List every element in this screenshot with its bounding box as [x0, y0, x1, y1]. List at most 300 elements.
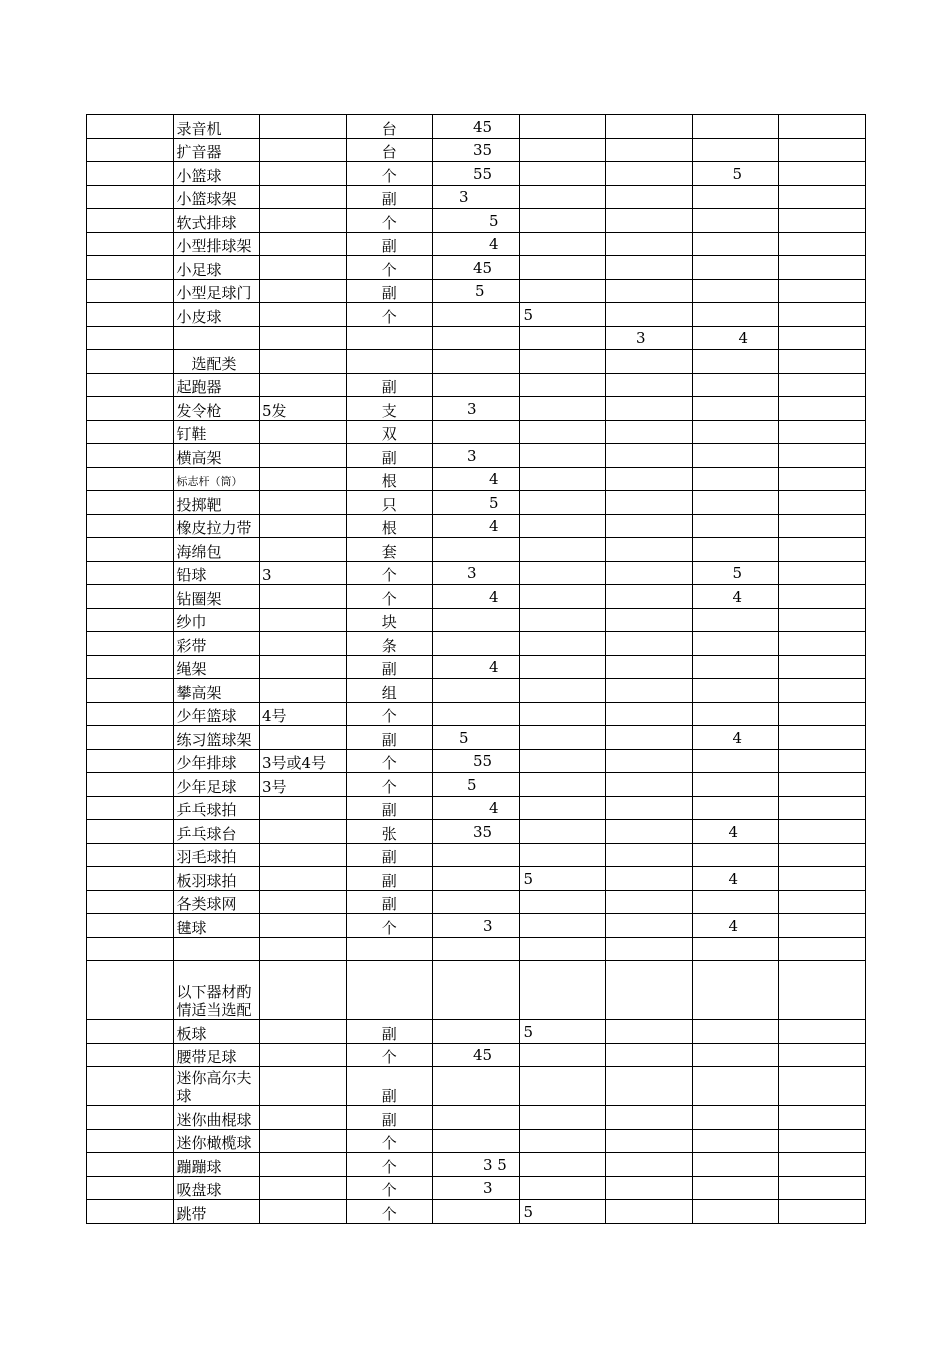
item-unit: 副	[346, 655, 433, 679]
qty-cell-c5	[519, 749, 606, 773]
item-name: 毽球	[173, 914, 260, 938]
qty-cell-c7	[692, 1153, 779, 1177]
qty-cell-c8	[779, 1129, 866, 1153]
qty-cell-c4	[433, 1067, 520, 1106]
item-spec	[260, 514, 347, 538]
table-row	[87, 1106, 866, 1130]
cell-blank	[87, 303, 174, 327]
qty-cell-c8	[779, 444, 866, 468]
item-unit: 副	[346, 444, 433, 468]
item-spec	[260, 162, 347, 186]
qty-cell-c7	[692, 655, 779, 679]
qty-cell-c8	[779, 773, 866, 797]
qty-cell-c5	[519, 1176, 606, 1200]
qty-cell-c6	[606, 420, 693, 444]
qty-cell-c8	[779, 843, 866, 867]
cell-blank	[87, 561, 174, 585]
item-unit: 个	[346, 1129, 433, 1153]
qty-cell-c4	[433, 279, 520, 303]
table-row	[87, 115, 866, 139]
qty-cell-c8	[779, 232, 866, 256]
qty-cell-c4	[433, 444, 520, 468]
qty-cell-c8	[779, 679, 866, 703]
qty-cell-c4	[433, 209, 520, 233]
qty-value: 45	[473, 1046, 493, 1064]
item-spec	[260, 1067, 347, 1106]
item-unit: 支	[346, 397, 433, 421]
qty-value: 4	[489, 517, 499, 535]
qty-cell-c6	[606, 702, 693, 726]
qty-cell-c6	[606, 115, 693, 139]
qty-cell-c6	[606, 961, 693, 1020]
item-name: 标志杆（筒）	[173, 467, 260, 491]
qty-cell-c6	[606, 326, 693, 350]
item-spec	[260, 890, 347, 914]
item-name: 发令枪	[173, 397, 260, 421]
cell-blank	[87, 890, 174, 914]
qty-cell-c8	[779, 702, 866, 726]
qty-value: 3	[459, 188, 469, 206]
qty-cell-c6	[606, 937, 693, 961]
qty-cell-c8	[779, 608, 866, 632]
cell-blank	[87, 256, 174, 280]
table-row	[87, 655, 866, 679]
item-spec	[260, 138, 347, 162]
item-unit: 条	[346, 632, 433, 656]
table-row	[87, 1020, 866, 1044]
item-name: 攀高架	[173, 679, 260, 703]
qty-value: 5	[523, 305, 534, 324]
qty-cell-c7	[692, 1176, 779, 1200]
item-unit: 台	[346, 115, 433, 139]
qty-cell-c7	[692, 185, 779, 209]
qty-value: 3 5	[483, 1155, 507, 1174]
qty-value: 4	[489, 587, 499, 606]
item-spec	[260, 467, 347, 491]
item-unit: 个	[346, 914, 433, 938]
cell-blank	[87, 350, 174, 374]
qty-cell-c6	[606, 1200, 693, 1224]
qty-cell-c5	[519, 444, 606, 468]
qty-cell-c8	[779, 890, 866, 914]
qty-cell-c5	[519, 162, 606, 186]
qty-cell-c4	[433, 1043, 520, 1067]
qty-cell-c5	[519, 303, 606, 327]
qty-cell-c6	[606, 773, 693, 797]
qty-cell-c5	[519, 914, 606, 938]
item-unit: 个	[346, 1200, 433, 1224]
qty-cell-c7	[692, 1020, 779, 1044]
qty-cell-c7	[692, 491, 779, 515]
qty-cell-c5	[519, 232, 606, 256]
qty-cell-c7	[692, 303, 779, 327]
table-row	[87, 326, 866, 350]
item-spec	[260, 1020, 347, 1044]
qty-cell-c4	[433, 632, 520, 656]
item-unit: 个	[346, 585, 433, 609]
item-spec	[260, 538, 347, 562]
table-row	[87, 138, 866, 162]
qty-cell-c4	[433, 514, 520, 538]
qty-cell-c4	[433, 726, 520, 750]
qty-cell-c4	[433, 185, 520, 209]
table-row	[87, 961, 866, 1020]
qty-cell-c7	[692, 843, 779, 867]
item-name: 板羽球拍	[173, 867, 260, 891]
qty-cell-c8	[779, 726, 866, 750]
qty-cell-c8	[779, 655, 866, 679]
qty-cell-c5	[519, 420, 606, 444]
qty-cell-c6	[606, 491, 693, 515]
item-unit: 副	[346, 796, 433, 820]
qty-cell-c8	[779, 749, 866, 773]
qty-value: 4	[489, 799, 499, 817]
qty-cell-c6	[606, 1176, 693, 1200]
table-row	[87, 256, 866, 280]
qty-cell-c7	[692, 632, 779, 656]
item-spec	[260, 961, 347, 1020]
qty-cell-c8	[779, 1067, 866, 1106]
table-row	[87, 843, 866, 867]
item-name: 少年足球	[173, 773, 260, 797]
qty-cell-c5	[519, 890, 606, 914]
cell-blank	[87, 397, 174, 421]
qty-cell-c4	[433, 655, 520, 679]
qty-cell-c8	[779, 585, 866, 609]
qty-cell-c4	[433, 585, 520, 609]
item-name: 小足球	[173, 256, 260, 280]
item-spec	[260, 1176, 347, 1200]
cell-blank	[87, 162, 174, 186]
qty-cell-c8	[779, 491, 866, 515]
item-unit: 台	[346, 138, 433, 162]
cell-blank	[87, 961, 174, 1020]
qty-cell-c5	[519, 1153, 606, 1177]
qty-cell-c5	[519, 514, 606, 538]
table-row	[87, 1067, 866, 1106]
qty-cell-c5	[519, 1020, 606, 1044]
qty-cell-c8	[779, 115, 866, 139]
qty-cell-c7	[692, 726, 779, 750]
item-spec	[260, 350, 347, 374]
cell-blank	[87, 867, 174, 891]
table-row	[87, 538, 866, 562]
qty-cell-c5	[519, 373, 606, 397]
item-name	[173, 326, 260, 350]
item-spec	[260, 491, 347, 515]
table-row	[87, 773, 866, 797]
qty-value: 5	[475, 282, 485, 300]
qty-value: 4	[489, 470, 499, 488]
qty-cell-c6	[606, 843, 693, 867]
qty-cell-c5	[519, 1106, 606, 1130]
qty-cell-c5	[519, 843, 606, 867]
item-spec	[260, 726, 347, 750]
qty-cell-c4	[433, 538, 520, 562]
qty-cell-c8	[779, 209, 866, 233]
qty-cell-c8	[779, 138, 866, 162]
cell-blank	[87, 420, 174, 444]
qty-cell-c7	[692, 749, 779, 773]
item-unit: 个	[346, 209, 433, 233]
qty-value: 3	[483, 916, 493, 935]
qty-cell-c4	[433, 820, 520, 844]
qty-cell-c8	[779, 937, 866, 961]
cell-blank	[87, 538, 174, 562]
qty-cell-c6	[606, 726, 693, 750]
cell-blank	[87, 632, 174, 656]
cell-blank	[87, 1043, 174, 1067]
qty-cell-c6	[606, 209, 693, 233]
item-spec	[260, 279, 347, 303]
qty-cell-c7	[692, 1067, 779, 1106]
qty-cell-c4	[433, 397, 520, 421]
table-row	[87, 397, 866, 421]
table-row	[87, 1043, 866, 1067]
item-unit: 个	[346, 561, 433, 585]
qty-cell-c8	[779, 397, 866, 421]
qty-value: 5	[732, 564, 743, 582]
cell-blank	[87, 1176, 174, 1200]
qty-cell-c5	[519, 185, 606, 209]
qty-cell-c5	[519, 796, 606, 820]
cell-blank	[87, 679, 174, 703]
item-unit: 副	[346, 185, 433, 209]
item-unit: 副	[346, 373, 433, 397]
qty-cell-c5	[519, 820, 606, 844]
item-unit: 只	[346, 491, 433, 515]
item-spec	[260, 1153, 347, 1177]
table-row	[87, 1176, 866, 1200]
qty-cell-c5	[519, 961, 606, 1020]
qty-cell-c6	[606, 397, 693, 421]
qty-cell-c5	[519, 491, 606, 515]
table-row	[87, 373, 866, 397]
item-name: 软式排球	[173, 209, 260, 233]
qty-cell-c4	[433, 749, 520, 773]
table-row	[87, 749, 866, 773]
item-unit: 副	[346, 890, 433, 914]
item-name	[173, 937, 260, 961]
table-row	[87, 1200, 866, 1224]
qty-value: 5	[489, 211, 499, 230]
item-spec	[260, 914, 347, 938]
qty-cell-c8	[779, 514, 866, 538]
qty-cell-c6	[606, 867, 693, 891]
item-name: 彩带	[173, 632, 260, 656]
qty-value: 5	[732, 164, 743, 183]
qty-cell-c5	[519, 937, 606, 961]
item-name: 选配类	[173, 350, 260, 374]
cell-blank	[87, 467, 174, 491]
cell-blank	[87, 1129, 174, 1153]
qty-cell-c7	[692, 820, 779, 844]
qty-cell-c6	[606, 444, 693, 468]
item-unit: 副	[346, 1020, 433, 1044]
item-unit: 个	[346, 702, 433, 726]
item-unit: 个	[346, 256, 433, 280]
qty-value: 3	[467, 564, 477, 582]
table-row	[87, 491, 866, 515]
item-name: 小型排球架	[173, 232, 260, 256]
table-row	[87, 796, 866, 820]
qty-cell-c7	[692, 538, 779, 562]
item-unit: 个	[346, 1043, 433, 1067]
item-unit: 副	[346, 726, 433, 750]
qty-cell-c4	[433, 373, 520, 397]
qty-value: 5	[523, 1022, 534, 1041]
table-row	[87, 444, 866, 468]
qty-value: 5	[489, 493, 499, 512]
item-name: 蹦蹦球	[173, 1153, 260, 1177]
qty-cell-c5	[519, 1200, 606, 1224]
qty-cell-c5	[519, 1129, 606, 1153]
qty-cell-c5	[519, 350, 606, 374]
table-row	[87, 820, 866, 844]
item-name: 吸盘球	[173, 1176, 260, 1200]
qty-cell-c4	[433, 256, 520, 280]
qty-cell-c5	[519, 138, 606, 162]
cell-blank	[87, 914, 174, 938]
qty-cell-c6	[606, 256, 693, 280]
table-row	[87, 937, 866, 961]
qty-cell-c7	[692, 1129, 779, 1153]
qty-cell-c5	[519, 726, 606, 750]
cell-blank	[87, 1067, 174, 1106]
cell-blank	[87, 326, 174, 350]
item-unit: 组	[346, 679, 433, 703]
qty-cell-c7	[692, 514, 779, 538]
item-unit: 副	[346, 279, 433, 303]
qty-cell-c6	[606, 232, 693, 256]
qty-cell-c8	[779, 467, 866, 491]
qty-value: 4	[728, 869, 739, 888]
qty-cell-c6	[606, 914, 693, 938]
qty-value: 3	[467, 446, 477, 465]
qty-cell-c6	[606, 561, 693, 585]
item-unit	[346, 937, 433, 961]
cell-blank	[87, 1106, 174, 1130]
qty-value: 3	[636, 329, 646, 347]
qty-cell-c4	[433, 679, 520, 703]
qty-cell-c4	[433, 1176, 520, 1200]
qty-cell-c4	[433, 326, 520, 350]
item-name: 跳带	[173, 1200, 260, 1224]
qty-value: 45	[473, 117, 493, 136]
qty-cell-c5	[519, 115, 606, 139]
item-name: 迷你橄榄球	[173, 1129, 260, 1153]
table-row	[87, 608, 866, 632]
qty-cell-c5	[519, 1043, 606, 1067]
table-row	[87, 867, 866, 891]
qty-cell-c8	[779, 162, 866, 186]
item-spec	[260, 115, 347, 139]
cell-blank	[87, 209, 174, 233]
item-spec	[260, 1129, 347, 1153]
item-name: 小篮球	[173, 162, 260, 186]
qty-cell-c7	[692, 232, 779, 256]
cell-blank	[87, 138, 174, 162]
table-row	[87, 303, 866, 327]
qty-cell-c4	[433, 303, 520, 327]
item-spec	[260, 373, 347, 397]
item-unit	[346, 961, 433, 1020]
qty-value: 55	[473, 164, 493, 183]
qty-cell-c8	[779, 538, 866, 562]
item-unit: 个	[346, 303, 433, 327]
item-unit: 副	[346, 843, 433, 867]
qty-cell-c7	[692, 209, 779, 233]
qty-cell-c6	[606, 514, 693, 538]
qty-cell-c6	[606, 1129, 693, 1153]
item-spec	[260, 1200, 347, 1224]
qty-cell-c6	[606, 138, 693, 162]
qty-cell-c6	[606, 820, 693, 844]
qty-cell-c8	[779, 914, 866, 938]
qty-cell-c6	[606, 538, 693, 562]
qty-cell-c7	[692, 326, 779, 350]
item-name: 少年篮球	[173, 702, 260, 726]
item-name: 迷你高尔夫球	[173, 1067, 260, 1106]
qty-cell-c8	[779, 279, 866, 303]
cell-blank	[87, 726, 174, 750]
item-name: 录音机	[173, 115, 260, 139]
item-spec	[260, 679, 347, 703]
qty-cell-c4	[433, 961, 520, 1020]
item-name: 各类球网	[173, 890, 260, 914]
item-name: 小篮球架	[173, 185, 260, 209]
qty-cell-c6	[606, 608, 693, 632]
qty-cell-c8	[779, 820, 866, 844]
item-name: 铅球	[173, 561, 260, 585]
qty-cell-c7	[692, 867, 779, 891]
qty-cell-c7	[692, 256, 779, 280]
qty-value: 3	[483, 1179, 493, 1197]
qty-cell-c7	[692, 350, 779, 374]
qty-cell-c8	[779, 303, 866, 327]
item-spec	[260, 232, 347, 256]
qty-cell-c7	[692, 115, 779, 139]
qty-value: 4	[489, 658, 499, 676]
qty-cell-c8	[779, 1043, 866, 1067]
item-name: 纱巾	[173, 608, 260, 632]
item-spec: 3号	[260, 773, 347, 797]
qty-cell-c7	[692, 608, 779, 632]
item-name: 起跑器	[173, 373, 260, 397]
qty-cell-c4	[433, 561, 520, 585]
item-name: 板球	[173, 1020, 260, 1044]
cell-blank	[87, 491, 174, 515]
item-unit: 个	[346, 1176, 433, 1200]
cell-blank	[87, 1153, 174, 1177]
qty-cell-c5	[519, 326, 606, 350]
item-name: 扩音器	[173, 138, 260, 162]
qty-cell-c8	[779, 796, 866, 820]
item-unit: 双	[346, 420, 433, 444]
item-spec	[260, 256, 347, 280]
item-spec	[260, 185, 347, 209]
qty-cell-c6	[606, 350, 693, 374]
qty-cell-c7	[692, 585, 779, 609]
qty-value: 5	[459, 728, 469, 747]
qty-cell-c7	[692, 561, 779, 585]
qty-cell-c5	[519, 702, 606, 726]
qty-value: 4	[489, 235, 499, 253]
qty-cell-c4	[433, 232, 520, 256]
qty-cell-c7	[692, 373, 779, 397]
item-unit: 副	[346, 232, 433, 256]
item-name: 少年排球	[173, 749, 260, 773]
